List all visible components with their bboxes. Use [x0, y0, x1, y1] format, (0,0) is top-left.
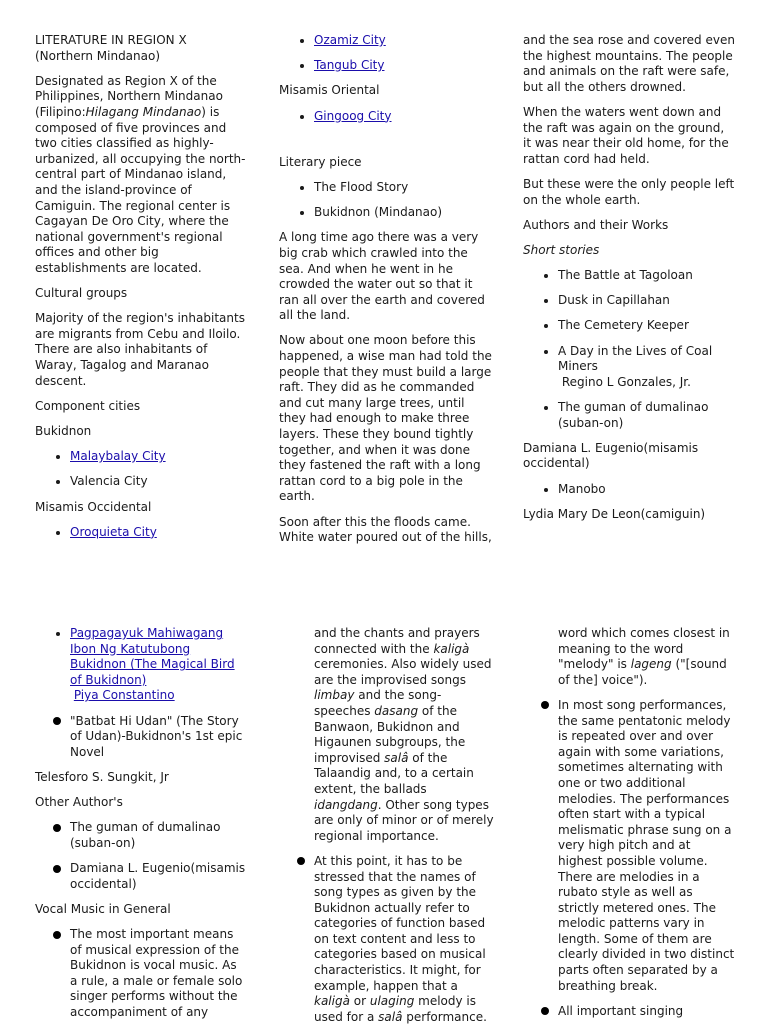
intro-paragraph: Designated as Region X of the Philippines, Northern Mindanao (Filipino:Hilagang Mindanao) is composed of five provinces and two cities classified as highly-urbanized, all occupying the north-central part of Mindanao island, and the island-province of Camiguin. The regional center is Cagayan De Oro City, where the national government's regional offices and other big establishments are located.	[35, 73, 246, 275]
list-item: "Batbat Hi Udan" (The Story of Udan)-Bukidnon's 1st epic Novel	[70, 714, 247, 761]
list-item	[314, 58, 494, 74]
epic-list	[35, 714, 247, 761]
author-line: Damiana L. Eugenio(misamis occidental)	[523, 440, 699, 471]
author-name: Regino L Gonzales, Jr.	[561, 374, 691, 389]
list-item	[70, 525, 250, 541]
list-item	[70, 449, 250, 465]
list-item: • The Flood Story	[314, 180, 494, 196]
column-6	[523, 626, 735, 1029]
list-item	[70, 626, 247, 704]
misamis-occidental-heading: Misamis Occidental	[35, 499, 152, 514]
magical-bird-link[interactable]: Pagpagayuk Mahiwagang Ibon Ng Katutubong Bukidnon (The Magical Bird of Bukidnon)	[70, 626, 235, 687]
subtitle-line: (Northern Mindanao)	[35, 48, 161, 63]
story-paragraph: and the sea rose and covered even the highest mountains. The people and animals on the raft were safe, but all the others drowned.	[523, 33, 735, 94]
column-3	[523, 33, 735, 532]
story-paragraph: But these were the only people left on the whole earth.	[523, 176, 735, 207]
manobo-list	[523, 482, 735, 498]
misamis-oriental-heading: Misamis Oriental	[279, 83, 380, 98]
other-authors-heading: Other Author's	[35, 795, 123, 810]
list-item: At this point, it has to be stressed that the names of song types as given by the Bukidnon actually refer to categories of function based on text content and less to categories based on musical characteristics. It might, for example, happen that a kaligà or ulaging melody is used for a salâ performance.	[314, 854, 494, 1026]
list-item: • The guman of dumalinao (suban-on)	[558, 400, 735, 431]
vocal-music-heading: Vocal Music in General	[35, 901, 171, 916]
column-1	[35, 33, 250, 550]
list-item: The most important means of musical expression of the Bukidnon is vocal music. As a rule, a male or female solo singer performs without the accompaniment of any	[70, 927, 247, 1021]
gingoog-city-link[interactable]: Gingoog City	[314, 108, 392, 123]
piya-constantino-link[interactable]: Piya Constantino	[73, 688, 175, 703]
author-line: Telesforo S. Sungkit, Jr	[35, 769, 169, 784]
story-paragraph: Soon after this the floods came. White water poured out of the hills,	[279, 514, 492, 545]
bukidnon-heading: Bukidnon	[35, 424, 92, 439]
song-types-paragraph: and the chants and prayers connected with the kaligà ceremonies. Also widely used are the improvised songs limbay and the song-speeches dasang of the Banwaon, Bukidnon and Higaunen subgroups, the improvised salâ of the Talaandig and, to a certain extent, the ballads idangdang. Other song types are only of minor or of merely regional importance.	[314, 626, 494, 843]
list-item: • A Day in the Lives of Coal Miners Regino L Gonzales, Jr.	[558, 344, 735, 391]
song-types-list	[279, 854, 494, 1026]
oriental-city-list	[279, 109, 494, 125]
page-title	[35, 33, 250, 64]
list-item: The guman of dumalinao (suban-on)	[70, 820, 247, 851]
story-paragraph: A long time ago there was a very big crab which crawled into the sea. And when he went in he crowded the water out so that it ran all over the earth and covered all the land.	[279, 230, 485, 323]
tangub-city-link[interactable]: Tangub City	[314, 58, 385, 73]
short-story-list	[523, 268, 735, 431]
cultural-groups-text: Majority of the region's inhabitants are migrants from Cebu and Iloilo. There are also inhabitants of Waray, Tagalog and Maranao descent.	[35, 311, 245, 388]
malaybalay-city-link[interactable]: Malaybalay City	[70, 449, 166, 464]
title-line: LITERATURE IN REGION X	[35, 33, 187, 47]
list-item	[314, 109, 494, 125]
melody-word-paragraph: word which comes closest in meaning to the word "melody" is lageng ("[sound of the] voice").	[558, 626, 730, 687]
list-item: All important singing	[558, 1004, 735, 1020]
author-line: Lydia Mary De Leon(camiguin)	[523, 506, 706, 521]
novel-list	[35, 626, 247, 704]
component-cities-heading: Component cities	[35, 398, 141, 413]
story-paragraph: When the waters went down and the raft was again on the ground, it was near their old home, for the rattan cord had held.	[523, 104, 729, 166]
occidental-city-list-cont	[279, 33, 494, 74]
story-paragraph: Now about one moon before this happened, a wise man had told the people that they must build a large raft. They did as he commanded and cut many large trees, until they had enough to make three layers. These they bound tightly together, and when it was done they fastened the raft with a long rattan cord to a big pole in the earth.	[279, 333, 492, 504]
column-4	[35, 626, 247, 1030]
ozamiz-city-link[interactable]: Ozamiz City	[314, 33, 386, 47]
oroquieta-city-link[interactable]: Oroquieta City	[70, 524, 157, 539]
vocal-music-list	[35, 927, 247, 1021]
column-5	[279, 626, 494, 1035]
literary-piece-list	[279, 180, 494, 221]
authors-heading: Authors and their Works	[523, 217, 669, 232]
list-item: Damiana L. Eugenio(misamis occidental)	[70, 861, 246, 891]
list-item: • The Battle at Tagoloan	[558, 268, 735, 284]
list-item: • Dusk in Capillahan	[558, 293, 735, 309]
short-stories-heading: Short stories	[523, 242, 600, 257]
occidental-city-list	[35, 525, 250, 541]
list-item	[314, 33, 494, 49]
cultural-groups-heading: Cultural groups	[35, 286, 128, 301]
bukidnon-city-list	[35, 449, 250, 490]
column-2	[279, 33, 494, 555]
performance-list	[523, 698, 735, 1019]
other-authors-list	[35, 820, 247, 892]
list-item: • Valencia City	[70, 474, 250, 490]
list-item: • Bukidnon (Mindanao)	[314, 205, 494, 221]
list-item: In most song performances, the same pentatonic melody is repeated over and over again with some variations, sometimes alternating with one or two additional melodies. The performances often start with a typical melismatic phrase sung on a very high pitch and at highest possible volume. There are melodies in a rubato style as well as strictly metered ones. The melodic patterns vary in length. Some of them are clearly divided in two distinct parts often separated by a breathing break.	[558, 697, 735, 993]
literary-piece-heading: Literary piece	[279, 154, 362, 169]
list-item: • Manobo	[558, 482, 735, 498]
list-item: • The Cemetery Keeper	[558, 318, 735, 334]
